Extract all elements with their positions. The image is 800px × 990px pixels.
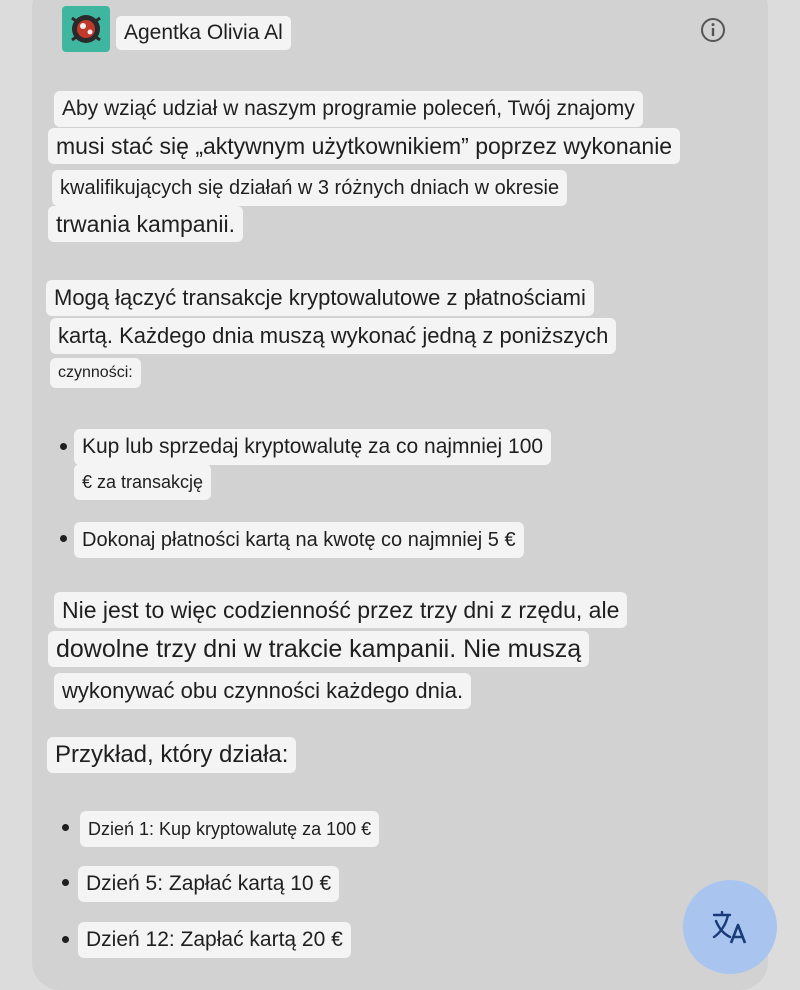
bullet-icon bbox=[62, 936, 69, 943]
activity-line: € za transakcję bbox=[74, 464, 211, 500]
bullet-icon bbox=[60, 443, 67, 450]
example-item: Dzień 12: Zapłać kartą 20 € bbox=[78, 922, 351, 958]
bullet-icon bbox=[62, 879, 69, 886]
bullet-icon bbox=[60, 535, 67, 542]
agent-name: Agentka Olivia Al bbox=[116, 16, 291, 50]
example-item: Dzień 5: Zapłać kartą 10 € bbox=[78, 866, 339, 902]
paragraph-2-line: Mogą łączyć transakcje kryptowalutowe z płatnościami bbox=[46, 280, 594, 316]
bullet-icon bbox=[62, 824, 69, 831]
paragraph-1-line: trwania kampanii. bbox=[48, 206, 243, 242]
paragraph-2-line: kartą. Każdego dnia muszą wykonać jedną z poniższych bbox=[50, 318, 616, 354]
example-heading: Przykład, który działa: bbox=[47, 737, 296, 773]
paragraph-2-line: czynności: bbox=[50, 358, 141, 388]
paragraph-3-line: dowolne trzy dni w trakcie kampanii. Nie muszą bbox=[48, 631, 589, 667]
activity-line: Dokonaj płatności kartą na kwotę co najmniej 5 € bbox=[74, 522, 524, 558]
example-item: Dzień 1: Kup kryptowalutę za 100 € bbox=[80, 811, 379, 847]
activity-line: Kup lub sprzedaj kryptowalutę za co najmniej 100 bbox=[74, 429, 551, 465]
info-icon[interactable] bbox=[699, 16, 727, 44]
paragraph-1-line: Aby wziąć udział w naszym programie poleceń, Twój znajomy bbox=[54, 91, 643, 127]
paragraph-1-line: musi stać się „aktywnym użytkownikiem” poprzez wykonanie bbox=[48, 128, 680, 164]
paragraph-3-line: wykonywać obu czynności każdego dnia. bbox=[54, 673, 471, 709]
paragraph-1-line: kwalifikujących się działań w 3 różnych dniach w okresie bbox=[52, 170, 567, 206]
translate-button[interactable] bbox=[683, 880, 777, 974]
translate-icon bbox=[712, 911, 748, 945]
paragraph-3-line: Nie jest to więc codzienność przez trzy dni z rzędu, ale bbox=[54, 592, 627, 628]
agent-avatar bbox=[62, 6, 110, 52]
